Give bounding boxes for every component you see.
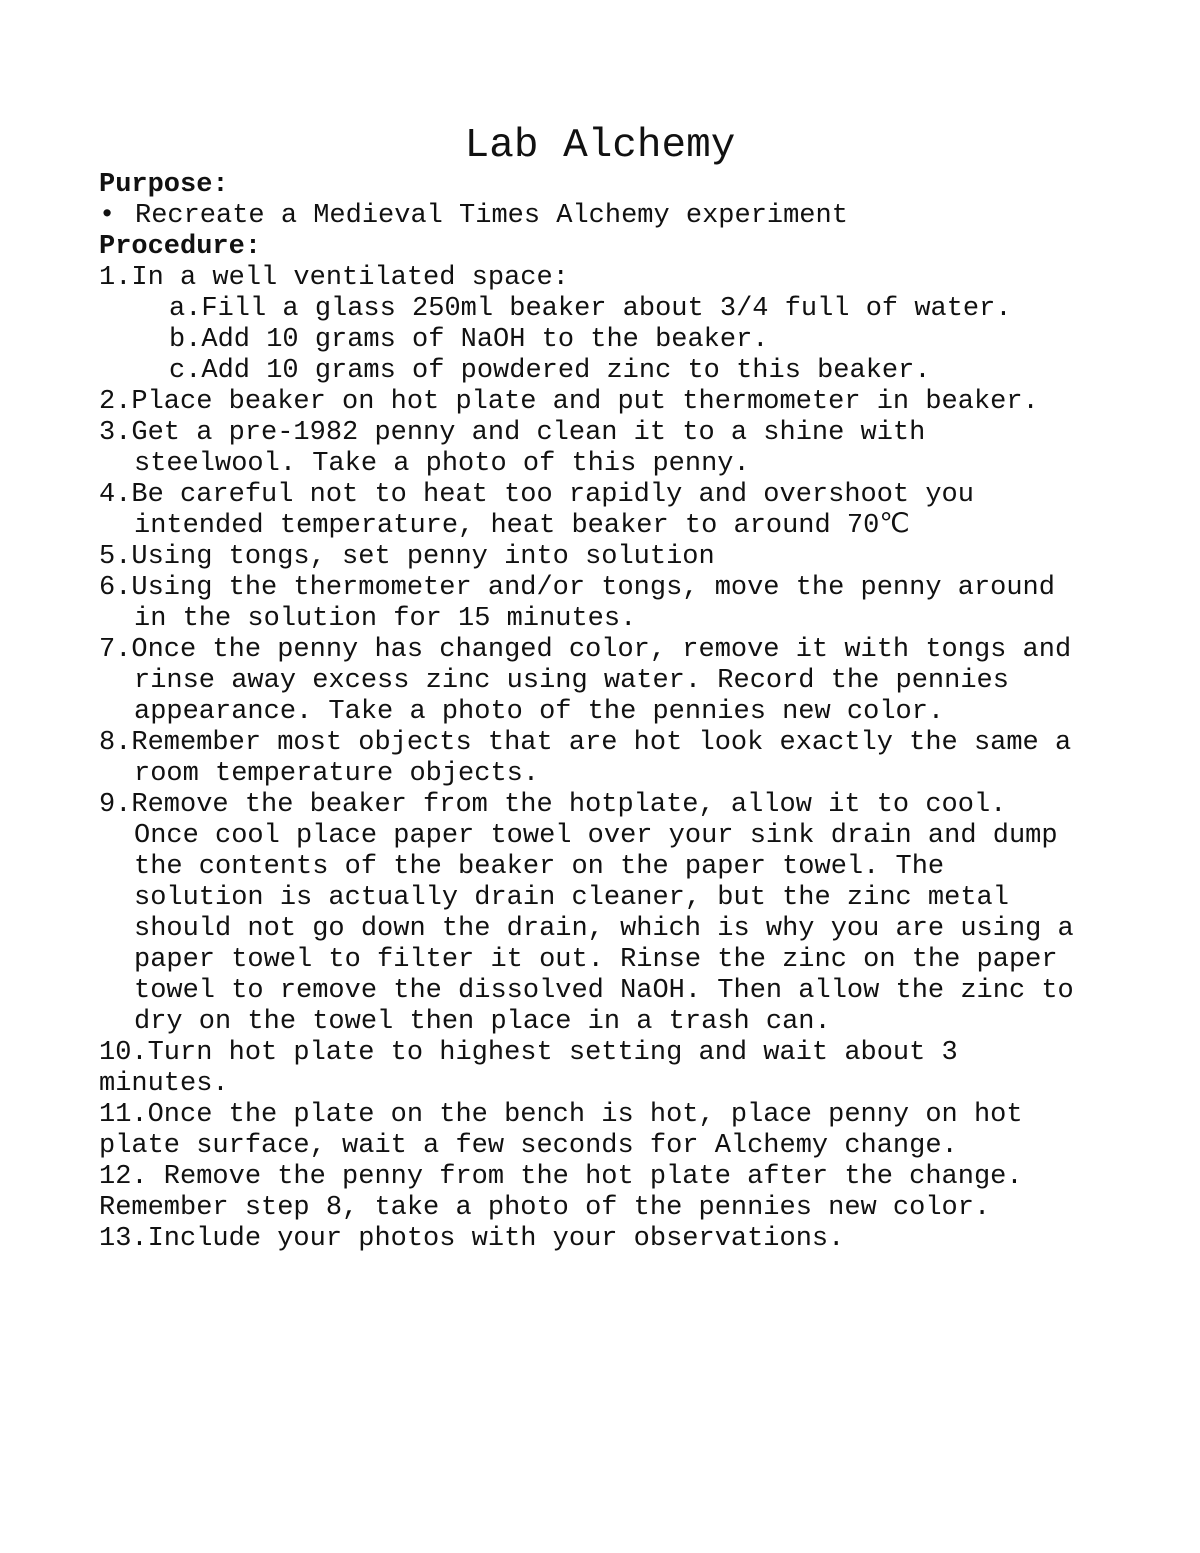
procedure-line: 4.Be careful not to heat too rapidly and overshoot you: [99, 480, 974, 510]
procedure-line: 12. Remove the penny from the hot plate after the change.: [99, 1162, 1023, 1192]
procedure-line: 11.Once the plate on the bench is hot, place penny on hot: [99, 1100, 1023, 1130]
procedure-line: solution is actually drain cleaner, but the zinc metal: [134, 883, 1009, 913]
procedure-line: a.Fill a glass 250ml beaker about 3/4 full of water.: [169, 294, 1012, 324]
procedure-line: Once cool place paper towel over your sink drain and dump: [134, 821, 1058, 851]
procedure-line: steelwool. Take a photo of this penny.: [134, 449, 750, 479]
procedure-line: c.Add 10 grams of powdered zinc to this beaker.: [169, 356, 931, 386]
purpose-heading: Purpose:: [99, 170, 229, 200]
procedure-line: 5.Using tongs, set penny into solution: [99, 542, 715, 572]
procedure-list: [99, 263, 1129, 1255]
procedure-line: 3.Get a pre-1982 penny and clean it to a shine with: [99, 418, 926, 448]
document-body: [99, 170, 1129, 1255]
procedure-line: 6.Using the thermometer and/or tongs, move the penny around: [99, 573, 1055, 603]
purpose-text: Recreate a Medieval Times Alchemy experiment: [135, 201, 848, 231]
procedure-line: paper towel to filter it out. Rinse the zinc on the paper: [134, 945, 1058, 975]
procedure-line: appearance. Take a photo of the pennies new color.: [134, 697, 945, 727]
procedure-line: 9.Remove the beaker from the hotplate, allow it to cool.: [99, 790, 1007, 820]
procedure-line: b.Add 10 grams of NaOH to the beaker.: [169, 325, 769, 355]
procedure-heading: Procedure:: [99, 232, 262, 262]
bullet-icon: •: [99, 201, 116, 231]
procedure-line: plate surface, wait a few seconds for Alchemy change.: [99, 1131, 958, 1161]
procedure-line: in the solution for 15 minutes.: [134, 604, 637, 634]
procedure-line: dry on the towel then place in a trash can.: [134, 1007, 831, 1037]
procedure-line: 8.Remember most objects that are hot look exactly the same a: [99, 728, 1072, 758]
purpose-bullet-item: [99, 201, 1129, 232]
procedure-line: 7.Once the penny has changed color, remove it with tongs and: [99, 635, 1072, 665]
procedure-line: should not go down the drain, which is why you are using a: [134, 914, 1074, 944]
procedure-line: the contents of the beaker on the paper towel. The: [134, 852, 945, 882]
procedure-line: Remember step 8, take a photo of the pennies new color.: [99, 1193, 991, 1223]
procedure-line: intended temperature, heat beaker to around 70℃: [134, 511, 910, 541]
procedure-line: 10.Turn hot plate to highest setting and wait about 3: [99, 1038, 958, 1068]
procedure-line: 1.In a well ventilated space:: [99, 263, 569, 293]
page-title: Lab Alchemy: [464, 123, 736, 169]
procedure-line: 2.Place beaker on hot plate and put thermometer in beaker.: [99, 387, 1039, 417]
procedure-line: 13.Include your photos with your observations.: [99, 1224, 845, 1254]
procedure-line: rinse away excess zinc using water. Record the pennies: [134, 666, 1009, 696]
procedure-line: towel to remove the dissolved NaOH. Then allow the zinc to: [134, 976, 1074, 1006]
procedure-line: room temperature objects.: [134, 759, 540, 789]
procedure-line: minutes.: [99, 1069, 229, 1099]
